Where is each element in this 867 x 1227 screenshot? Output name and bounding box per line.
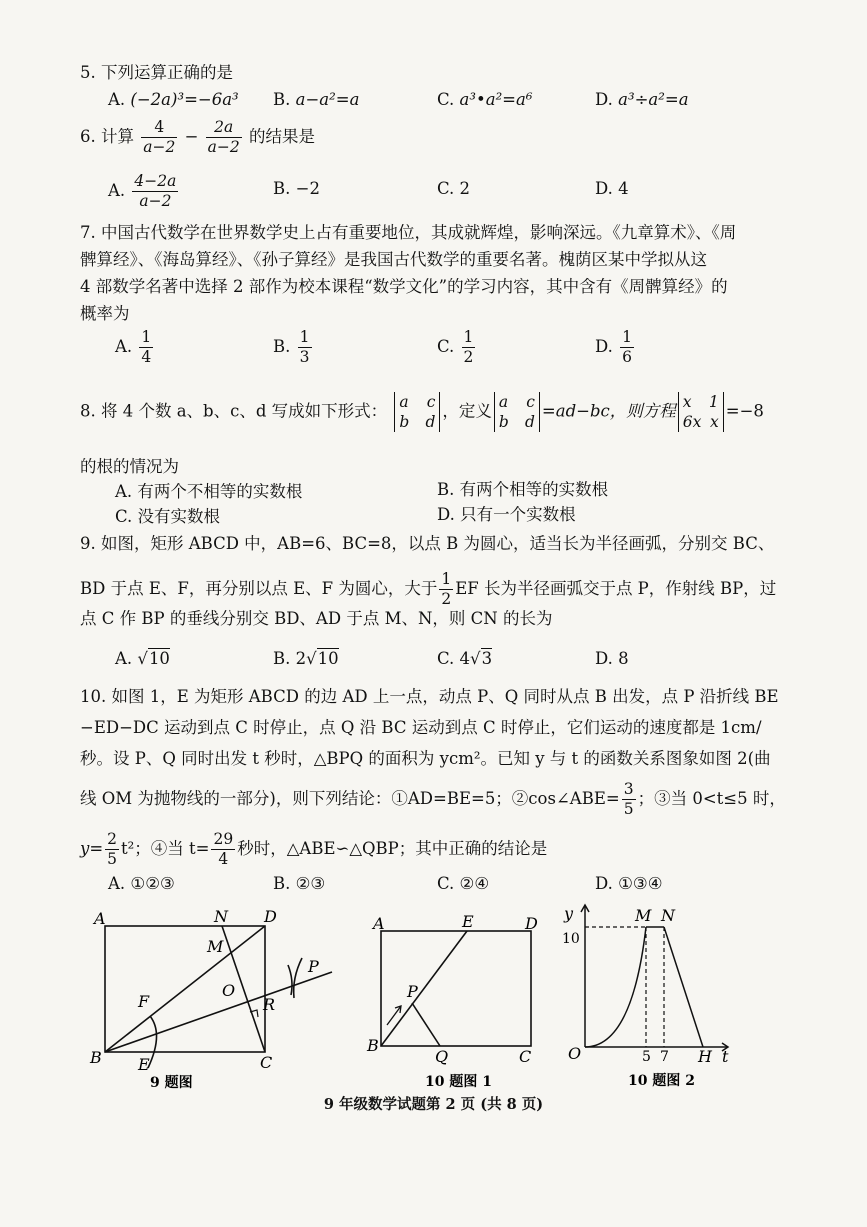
fig9-label-m: M (207, 937, 224, 956)
q5-option-a: A. (−2a)³=−6a³ (108, 90, 239, 109)
fig9-caption: 9 题图 (150, 1075, 193, 1091)
fig9-label-r: R (263, 995, 276, 1014)
q8-option-a: A. 有两个不相等的实数根 (115, 482, 303, 501)
q9-option-b: B. 2√10 (273, 649, 339, 668)
fig10-2-label-o: O (568, 1044, 582, 1063)
fig10-2-label-t: t (722, 1047, 729, 1066)
q8-stem: 8. 将 4 个数 a、b、c、d 写成如下形式： a c b d ，定义 a c b d =ad−bc，则方程 x 1 6x x =−8 (80, 393, 764, 431)
fig10-1-label-a: A (373, 914, 385, 933)
fig9-label-a: A (94, 909, 106, 928)
fig10-2-label-y: y (564, 904, 574, 923)
figure-10-1 (365, 905, 555, 1090)
q7-line-4: 概率为 (80, 304, 130, 323)
q8-line-2: 的根的情况为 (80, 457, 179, 476)
fig10-1-caption: 10 题图 1 (425, 1074, 492, 1090)
q10-option-b: B. ②③ (273, 874, 326, 893)
q7-option-b: B. $\frac{1}{3}$ (273, 328, 310, 366)
fig9-label-o: O (222, 981, 236, 1000)
fig10-2-tick-10: 10 (562, 931, 580, 947)
q10-option-c: C. ②④ (437, 874, 490, 893)
q7-option-a: A. $\frac{1}{4}$ (115, 328, 152, 366)
fig9-label-f: F (138, 992, 150, 1011)
q6-fraction-1: $\frac{4}{a-2}$ (143, 118, 176, 156)
fig10-2-caption: 10 题图 2 (628, 1073, 695, 1089)
fig10-2-label-h: H (698, 1047, 712, 1066)
q8-option-b: B. 有两个相等的实数根 (437, 480, 609, 499)
q8-matrix-3: x 1 6x x (678, 392, 724, 432)
q5-option-b: B. a−a²=a (273, 90, 360, 109)
fig10-1-label-b: B (367, 1036, 379, 1055)
q7-line-3: 4 部数学名著中选择 2 部作为校本课程“数学文化”的学习内容，其中含有《周髀算经》的 (80, 277, 728, 296)
q7-option-c: C. $\frac{1}{2}$ (437, 328, 474, 366)
fig10-1-label-d: D (525, 914, 538, 933)
figure-9 (80, 900, 350, 1095)
q6-option-a: A. $\frac{4-2a}{a-2}$ (108, 172, 177, 210)
q9-line-1: 9. 如图，矩形 ABCD 中，AB=6、BC=8，以点 B 为圆心，适当长为半径画弧，分别交 BC、 (80, 534, 775, 553)
q10-line-3: 秒。设 P、Q 同时出发 t 秒时，△BPQ 的面积为 ycm²。已知 y 与 t 的函数关系图象如图 2(曲 (80, 749, 771, 768)
q5-option-d: D. a³÷a²=a (595, 90, 689, 109)
fig10-2-label-m: M (635, 906, 652, 925)
fig9-label-e: E (138, 1055, 150, 1074)
fig10-1-label-c: C (519, 1047, 532, 1066)
fig9-label-d: D (264, 907, 277, 926)
fig10-1-label-p: P (407, 982, 418, 1001)
fig10-1-label-q: Q (435, 1047, 449, 1066)
q8-option-c: C. 没有实数根 (115, 507, 221, 526)
q7-line-2: 髀算经》、《海岛算经》、《孙子算经》是我国古代数学的重要名著。槐荫区某中学拟从这 (80, 250, 707, 269)
q7-line-1: 7. 中国古代数学在世界数学史上占有重要地位，其成就辉煌，影响深远。《九章算术》、《周 (80, 223, 737, 242)
page-footer: 9 年级数学试题第 2 页 (共 8 页) (323, 1096, 544, 1113)
fig9-label-b: B (90, 1048, 102, 1067)
q9-line-2: BD 于点 E、F，再分别以点 E、F 为圆心，大于 $\frac{1}{2}$ EF 长为半径画弧交于点 P，作射线 BP，过 (80, 570, 777, 608)
q7-option-d: D. $\frac{1}{6}$ (595, 328, 633, 366)
q6-option-c: C. 2 (437, 179, 471, 198)
fig9-label-p: P (308, 957, 319, 976)
q10-line-4: 线 OM 为抛物线的一部分)，则下列结论：①AD=BE=5；②cos∠ABE= $\frac{3}{5}$ ；③当 0<t≤5 时， (80, 780, 786, 818)
q9-option-c: C. 4√3 (437, 649, 493, 668)
fig9-label-n: N (214, 907, 228, 926)
fig10-2-tick-5: 5 (642, 1049, 651, 1065)
q5-stem: 5. 下列运算正确的是 (80, 63, 233, 82)
q10-line-1: 10. 如图 1，E 为矩形 ABCD 的边 AD 上一点，动点 P、Q 同时从点 B 出发，点 P 沿折线 BE (80, 687, 779, 706)
fig10-1-label-e: E (462, 912, 474, 931)
q9-option-a: A. √10 (115, 649, 170, 668)
figure-10-2 (560, 895, 760, 1090)
fig9-label-c: C (260, 1053, 273, 1072)
q10-option-a: A. ①②③ (108, 874, 175, 893)
q10-line-2: −ED−DC 运动到点 C 时停止，点 Q 沿 BC 运动到点 C 时停止，它们运动的速度都是 1cm/ (80, 718, 762, 737)
fig10-2-label-n: N (661, 906, 675, 925)
q8-matrix-1: a c b d (394, 392, 440, 432)
q5-option-c: C. a³•a²=a⁶ (437, 90, 533, 109)
q8-option-d: D. 只有一个实数根 (437, 505, 576, 524)
q9-line-3: 点 C 作 BP 的垂线分别交 BD、AD 于点 M、N，则 CN 的长为 (80, 609, 553, 628)
q10-line-5: y= $\frac{2}{5}$ t²；④当 t= $\frac{29}{4}$ 秒时，△ABE∽△QBP；其中正确的结论是 (80, 830, 548, 868)
q6-fraction-2: $\frac{2a}{a-2}$ (207, 118, 240, 156)
q6-option-d: D. 4 (595, 179, 629, 198)
q10-option-d: D. ①③④ (595, 874, 663, 893)
q9-option-d: D. 8 (595, 649, 629, 668)
q8-matrix-2: a c b d (494, 392, 540, 432)
fig10-2-tick-7: 7 (660, 1049, 669, 1065)
q6-stem: 6. 计算 $\frac{4}{a-2}$ − $\frac{2a}{a-2}$ 的结果是 (80, 118, 316, 156)
q6-option-b: B. −2 (273, 179, 320, 198)
